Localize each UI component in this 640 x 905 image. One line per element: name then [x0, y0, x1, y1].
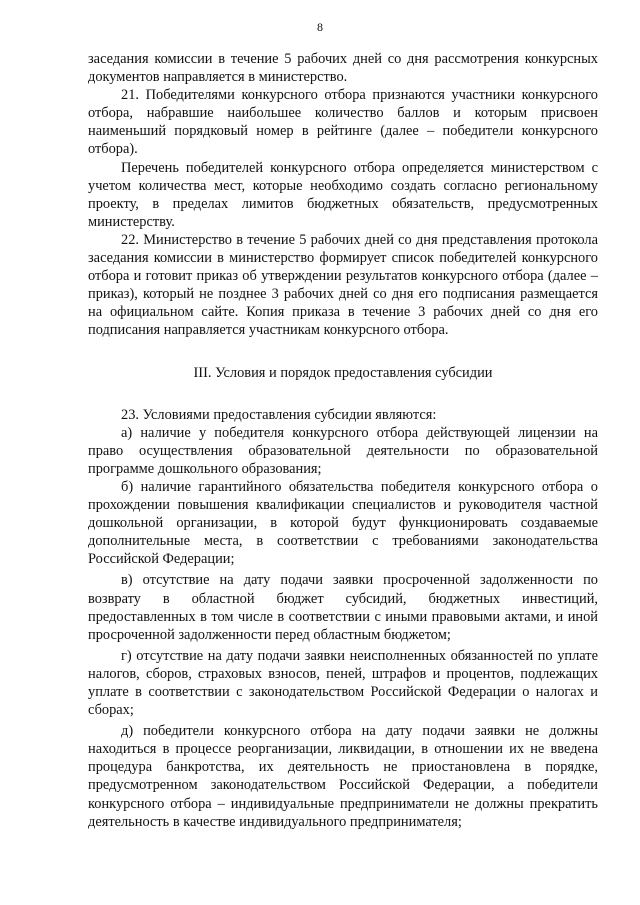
condition-v: в) отсутствие на дату подачи заявки просроченной задолженности по возврату в областной бюджет субсидий, бюджетных инвестиций, предоставленных в том числе в соответствии с иными правовыми актами, и иной просроченной задолженности перед областным бюджетом; — [88, 572, 598, 643]
condition-b: б) наличие гарантийного обязательства победителя конкурсного отбора о прохождении повышения квалификации специалистов и руководителя частной дошкольной организации, в которой будут функционировать создаваемые дополнительные места, в соответствии с требованиями законодательства Российской Федерации; — [88, 478, 598, 568]
condition-d: д) победители конкурсного отбора на дату подачи заявки не должны находиться в процессе реорганизации, ликвидации, в отношении их не введена процедура банкротства, их деятельность не приостановлена в порядке, предусмотренном законодательством Российской Федерации, а победители конкурсного отбора – индивидуальные предприниматели не должны прекратить деятельность в качестве индивидуального предпринимателя; — [88, 723, 598, 830]
paragraph-23: 23. Условиями предоставления субсидии являются: — [121, 406, 437, 423]
condition-g: г) отсутствие на дату подачи заявки неисполненных обязанностей по уплате налогов, сборов, страховых взносов, пеней, штрафов и процентов, подлежащих уплате в соответствии с законодательством Российской Федерации о налогах и сборах; — [88, 647, 598, 719]
paragraph-winners-list: Перечень победителей конкурсного отбора определяется министерством с учетом количества мест, которые необходимо создать согласно региональному проекту, в пределах лимитов бюджетных обязательств, предусмотренных министерству. — [88, 159, 598, 230]
page-number: 8 — [317, 20, 323, 34]
condition-a: а) наличие у победителя конкурсного отбора действующей лицензии на право осуществления образовательной деятельности по образовательной программе дошкольного образования; — [88, 424, 598, 477]
paragraph-21: 21. Победителями конкурсного отбора признаются участники конкурсного отбора, набравшие наибольшее количество баллов и которым присвоен наименьший порядковый номер в рейтинге (далее – победители конкурсного отбора). — [88, 87, 598, 158]
document-body — [88, 50, 598, 831]
section-heading: III. Условия и порядок предоставления субсидии — [193, 364, 493, 381]
paragraph-22: 22. Министерство в течение 5 рабочих дней со дня представления протокола заседания комиссии в министерство формирует список победителей конкурсного отбора и готовит приказ об утверждении результатов конкурсного отбора (далее – приказ), который не позднее 3 рабочих дней со дня его подписания размещается на официальном сайте. Копия приказа в течение 3 рабочих дней со дня его подписания направляется участникам конкурсного отбора. — [88, 231, 598, 339]
paragraph-continuation: заседания комиссии в течение 5 рабочих дней со дня рассмотрения конкурсных документов направляется в министерство. — [88, 51, 598, 86]
